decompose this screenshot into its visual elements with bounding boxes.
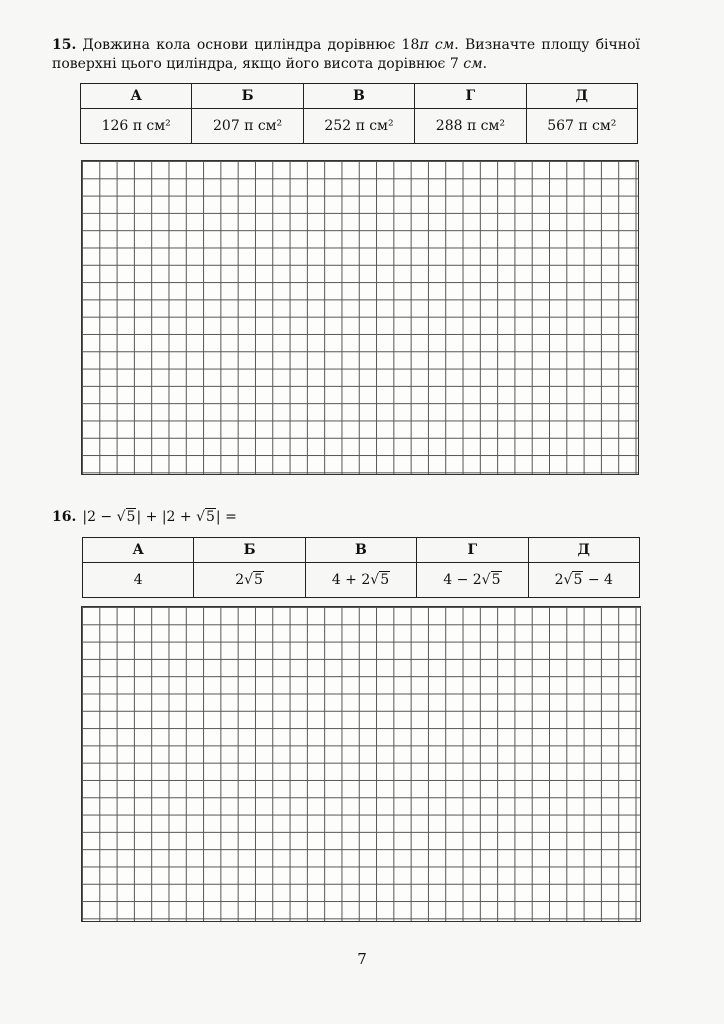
q15-header-d: Г: [415, 84, 526, 109]
q15-answer-c: 252 π см²: [303, 109, 414, 144]
q15-period: .: [482, 56, 488, 72]
q15-header-e: Д: [526, 84, 637, 109]
q15-answer-b: 207 π см²: [192, 109, 303, 144]
q16-answer-d-prefix: 4 − 2: [443, 572, 482, 588]
q16-header-c: В: [305, 538, 416, 563]
q15-unit-2: см: [463, 56, 483, 72]
q15-pi: π: [419, 37, 429, 53]
q16-answer-a-value: 4: [133, 572, 143, 588]
q16-expr-part2: | + |2 +: [136, 509, 197, 525]
q15-answer-e: 567 π см²: [526, 109, 637, 144]
radical-sign: √: [370, 572, 380, 588]
radical-sign: √: [116, 509, 126, 525]
q16-answer-a: [83, 563, 194, 598]
q16-answer-b-radicand: 5: [254, 572, 263, 588]
q16-header-b: Б: [194, 538, 305, 563]
q16-answer-b-sqrt: [244, 571, 264, 588]
question-16-text: [52, 508, 640, 527]
q16-answer-c: [305, 563, 416, 598]
radical-sign: √: [196, 509, 205, 525]
q16-answer-d: [417, 563, 528, 598]
q16-sqrt-1: [117, 508, 137, 525]
question-16-number: 16.: [52, 509, 77, 525]
radical-sign: √: [563, 572, 573, 588]
q15-header-c: В: [303, 84, 414, 109]
q16-answer-e-suffix: − 4: [583, 572, 613, 588]
q15-text-middle: . Визначте площу бічної поверхні цього циліндра, якщо його висота дорівнює 7: [52, 37, 640, 72]
q16-expr-part1: |2 −: [82, 509, 117, 525]
q16-answer-d-radicand: 5: [491, 572, 501, 588]
q16-answer-e-prefix: 2: [554, 572, 564, 588]
q16-expr-part3: | =: [215, 509, 237, 525]
question-15-text: [52, 36, 640, 74]
q15-answer-a: 126 π см²: [81, 109, 192, 144]
q16-header-d: Г: [417, 538, 528, 563]
question-15-number: 15.: [52, 37, 77, 53]
q15-answer-d: 288 π см²: [415, 109, 526, 144]
question-15-scratch-grid[interactable]: [81, 160, 639, 475]
radical-sign: √: [481, 572, 491, 588]
q15-text-before: Довжина кола основи циліндра дорівнює 18: [82, 37, 420, 53]
question-15-answer-table: [80, 83, 638, 144]
q16-answer-e-sqrt: [564, 571, 584, 588]
q16-answer-c-radicand: 5: [380, 572, 390, 588]
q15-header-b: Б: [192, 84, 303, 109]
radical-sign: √: [244, 572, 254, 588]
q15-unit-1: см: [434, 37, 455, 53]
q15-header-a: А: [81, 84, 192, 109]
page-number: 7: [357, 950, 367, 968]
question-16-answer-table: [82, 537, 640, 598]
q16-answer-c-sqrt: [370, 571, 390, 588]
q16-answer-b: [194, 563, 305, 598]
q16-sqrt-2: [196, 508, 216, 525]
q16-answer-c-prefix: 4 + 2: [331, 572, 371, 588]
q16-answer-b-coef: 2: [235, 572, 245, 588]
q16-header-a: А: [83, 538, 194, 563]
q16-answer-e-radicand: 5: [573, 572, 583, 588]
q16-answer-e: [528, 563, 639, 598]
q16-header-e: Д: [528, 538, 639, 563]
q16-radicand-2: 5: [206, 509, 215, 525]
q16-answer-d-sqrt: [482, 571, 502, 588]
q16-radicand-1: 5: [126, 509, 136, 525]
question-16-scratch-grid[interactable]: [81, 606, 641, 922]
